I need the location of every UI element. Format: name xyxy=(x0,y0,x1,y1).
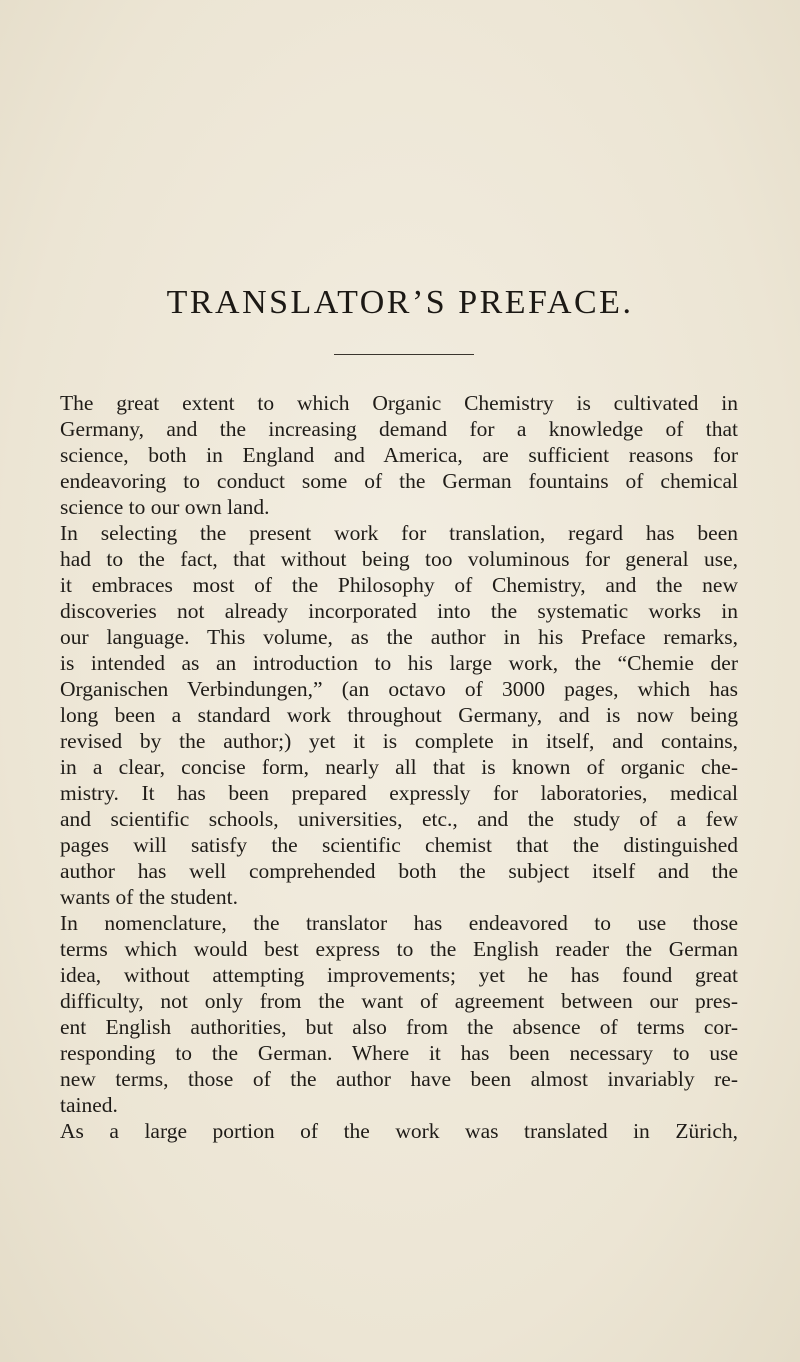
text-line: author has well comprehended both the subject itself and the xyxy=(60,859,738,883)
text-line: Organischen Verbindungen,” (an octavo of 3000 pages, which has xyxy=(60,677,738,701)
text-line: science, both in England and America, are sufficient reasons for xyxy=(60,443,738,467)
text-line: it embraces most of the Philosophy of Chemistry, and the new xyxy=(60,573,738,597)
text-line: terms which would best express to the English reader the German xyxy=(60,937,738,961)
text-line: endeavoring to conduct some of the German fountains of chemical xyxy=(60,469,738,493)
text-line: The great extent to which Organic Chemistry is cultivated in xyxy=(60,391,738,415)
text-line: pages will satisfy the scientific chemist that the distinguished xyxy=(60,833,738,857)
text-line: Germany, and the increasing demand for a knowledge of that xyxy=(60,417,738,441)
title-divider xyxy=(334,354,474,355)
text-line: revised by the author;) yet it is complete in itself, and contains, xyxy=(60,729,738,753)
text-line: our language. This volume, as the author in his Preface remarks, xyxy=(60,625,738,649)
text-line: science to our own land. xyxy=(60,495,270,519)
text-line: discoveries not already incorporated into the systematic works in xyxy=(60,599,738,623)
text-line: tained. xyxy=(60,1093,118,1117)
text-line: responding to the German. Where it has been necessary to use xyxy=(60,1041,738,1065)
text-line: and scientific schools, universities, etc., and the study of a few xyxy=(60,807,738,831)
page-title: TRANSLATOR’S PREFACE. xyxy=(166,284,634,321)
text-line: ent English authorities, but also from the absence of terms cor- xyxy=(60,1015,738,1039)
text-line: long been a standard work throughout Germany, and is now being xyxy=(60,703,738,727)
text-line: is intended as an introduction to his large work, the “Chemie der xyxy=(60,651,738,675)
text-line: In selecting the present work for translation, regard has been xyxy=(60,521,738,545)
text-line: mistry. It has been prepared expressly for laboratories, medical xyxy=(60,781,738,805)
text-line: new terms, those of the author have been almost invariably re- xyxy=(60,1067,738,1091)
text-line: had to the fact, that without being too voluminous for general use, xyxy=(60,547,738,571)
paragraph-2 xyxy=(60,520,738,910)
text-line: difficulty, not only from the want of agreement between our pres- xyxy=(60,989,738,1013)
paragraph-1 xyxy=(60,390,738,520)
text-line: As a large portion of the work was translated in Zürich, xyxy=(60,1119,738,1143)
text-line: in a clear, concise form, nearly all that is known of organic che- xyxy=(60,755,738,779)
preface-body xyxy=(60,390,738,1144)
paragraph-3 xyxy=(60,910,738,1118)
text-line: wants of the student. xyxy=(60,885,238,909)
text-line: idea, without attempting improvements; yet he has found great xyxy=(60,963,738,987)
paragraph-4 xyxy=(60,1118,738,1144)
text-line: In nomenclature, the translator has endeavored to use those xyxy=(60,911,738,935)
